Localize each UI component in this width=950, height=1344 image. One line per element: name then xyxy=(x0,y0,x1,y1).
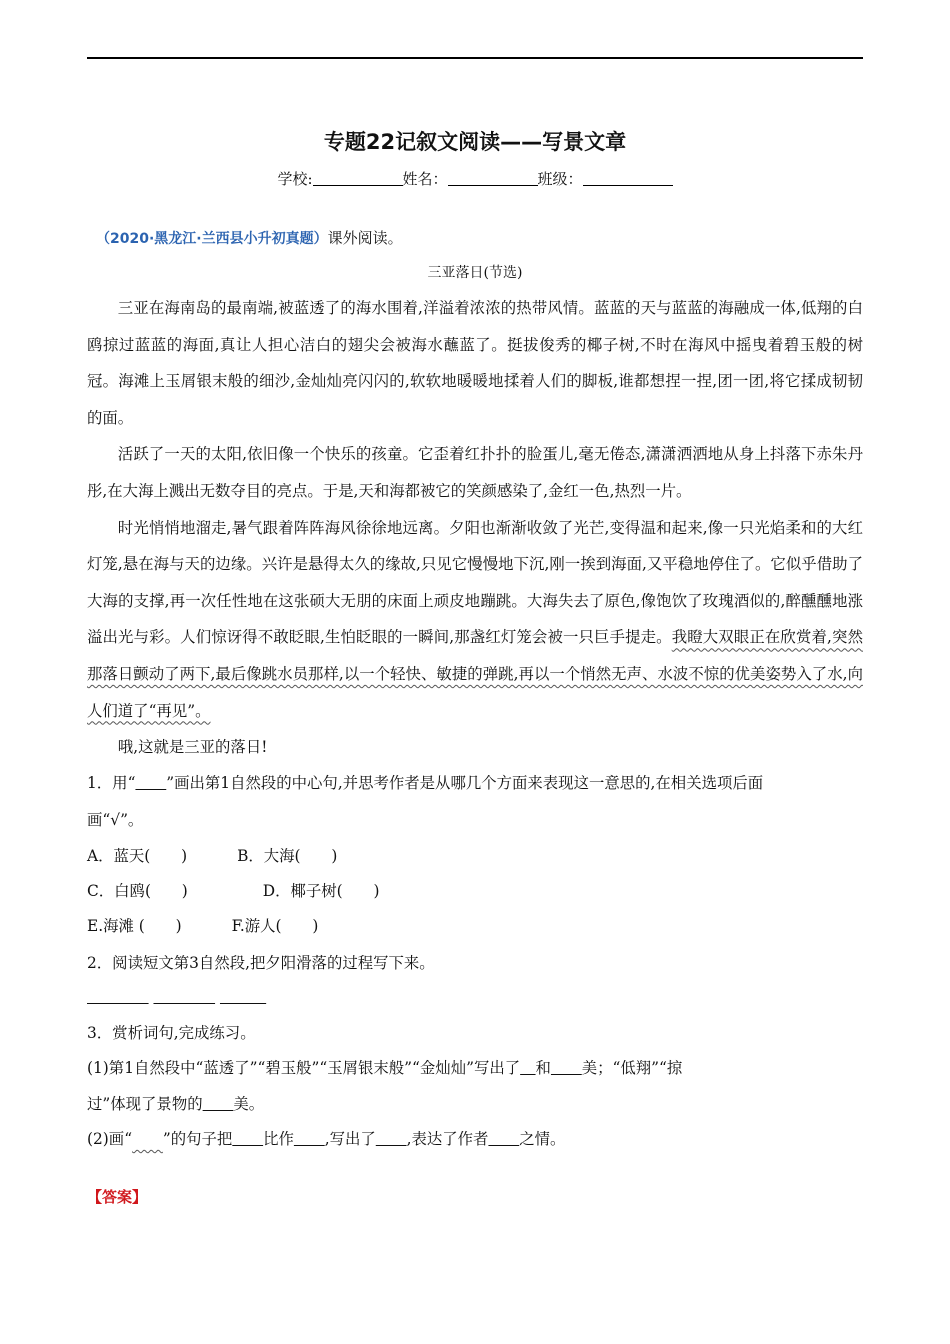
question-1-line-2: 画“√”。 xyxy=(87,811,144,829)
question-1-line-1: 1．用“ ”画出第1自然段的中心句,并思考作者是从哪几个方面来表现这一意思的,在相关选项后面 xyxy=(87,774,764,792)
question-3-1-line-2: 过”体现了景物的 美。 xyxy=(87,1095,265,1113)
school-label: 学校: xyxy=(277,170,313,188)
options-row-3 xyxy=(87,914,863,936)
question-source xyxy=(96,227,403,248)
name-label: 姓名： xyxy=(402,170,448,188)
class-blank[interactable] xyxy=(583,171,673,186)
question-3-2: (2)画“ ”的句子把 比作 ,写出了 ,表达了作者 之情。 xyxy=(87,1130,566,1148)
passage-title: 三亚落日(节选) xyxy=(427,265,523,281)
blank-line xyxy=(203,1095,234,1113)
paragraph-1: 三亚在海南岛的最南端,被蓝透了的海水围着,洋溢着浓浓的热带风情。蓝蓝的天与蓝蓝的海融成一体,低翔的白鸥掠过蓝蓝的海面,真让人担心洁白的翅尖会被海水蘸蓝了。挺拔俊秀的椰子树,不时在海风中摇曳着碧玉般的树冠。海滩上玉屑银末般的细沙,金灿灿亮闪闪的,软软地暖暖地揉着人们的脚板,谁都想捏一捏,团一团,将它揉成韧韧的面。 xyxy=(87,299,863,427)
blank-line xyxy=(153,988,215,1006)
source-tag: （2020·黑龙江·兰西县小升初真题） xyxy=(96,231,328,247)
option-c[interactable]: C．白鸥( ) xyxy=(87,882,188,900)
name-blank[interactable] xyxy=(448,171,538,186)
paragraph-3-text: 时光悄悄地溜走,暑气跟着阵阵海风徐徐地远离。夕阳也渐渐收敛了光芒,变得温和起来,像一只光焰柔和的大红灯笼,悬在海与天的边缘。兴许是悬得太久的缘故,只见它慢慢地下沉,刚一挨到海面,又平稳地停住了。它似乎借助了大海的支撑,再一次任性地在这张硕大无朋的床面上顽皮地蹦跳。大海失去了原色,像饱饮了玫瑰酒似的,醉醺醺地涨溢出光与彩。人们惊讶得不敢眨眼,生怕眨眼的一瞬间,那盏红灯笼会被一只巨手提走。 xyxy=(87,518,863,647)
answer-label: 【答案】 xyxy=(87,1188,148,1206)
blank-line xyxy=(232,1130,263,1148)
question-3-1-line-1: (1)第1自然段中“蓝透了”“碧玉般”“玉屑银末般”“金灿灿”写出了 和 美；“低翔”“掠 xyxy=(87,1059,683,1077)
class-label: 班级： xyxy=(537,170,583,188)
blank-line xyxy=(135,774,166,792)
blank-line xyxy=(87,988,149,1006)
options-row-1 xyxy=(87,844,863,866)
question-2: 2．阅读短文第3自然段,把夕阳滑落的过程写下来。 xyxy=(87,954,435,972)
page-title: 专题22记叙文阅读——写景文章 xyxy=(323,130,627,154)
question-2-answer-blanks[interactable] xyxy=(87,985,863,1007)
option-a[interactable]: A．蓝天( ) xyxy=(87,847,188,865)
wavy-underlined-sentence: 我瞪大双眼正在欣赏着,突然那落日颤动了两下,最后像跳水员那样,以一个轻快、敏捷的弹跳,再以一个悄然无声、水波不惊的优美姿势入了水,向人们道了“再见”。 xyxy=(87,628,863,720)
option-f[interactable]: F.游人( ) xyxy=(231,917,319,935)
student-info-fields xyxy=(0,168,950,189)
passage-body xyxy=(87,290,863,766)
option-e[interactable]: E.海滩 ( ) xyxy=(87,917,182,935)
options-row-2 xyxy=(87,879,863,901)
question-3: 3．赏析词句,完成练习。 xyxy=(87,1024,256,1042)
blank-line xyxy=(488,1130,519,1148)
blank-line xyxy=(220,988,266,1006)
option-d[interactable]: D．椰子树( ) xyxy=(262,882,380,900)
source-text: 课外阅读。 xyxy=(327,229,403,247)
wavy-blank xyxy=(132,1130,163,1148)
option-b[interactable]: B．大海( ) xyxy=(237,847,338,865)
blank-line xyxy=(294,1130,325,1148)
paragraph-4: 哦,这就是三亚的落日! xyxy=(117,738,268,757)
paragraph-3 xyxy=(87,510,863,730)
paragraph-2: 活跃了一天的太阳,依旧像一个快乐的孩童。它歪着红扑扑的脸蛋儿,毫无倦态,潇潇洒洒地从身上抖落下赤朱丹彤,在大海上溅出无数夺目的亮点。于是,天和海都被它的笑颜感染了,金红一色,热烈一片。 xyxy=(87,445,863,500)
blank-line xyxy=(376,1130,407,1148)
blank-line xyxy=(551,1059,582,1077)
top-rule xyxy=(87,57,863,59)
blank-line xyxy=(520,1059,535,1077)
school-blank[interactable] xyxy=(313,171,403,186)
